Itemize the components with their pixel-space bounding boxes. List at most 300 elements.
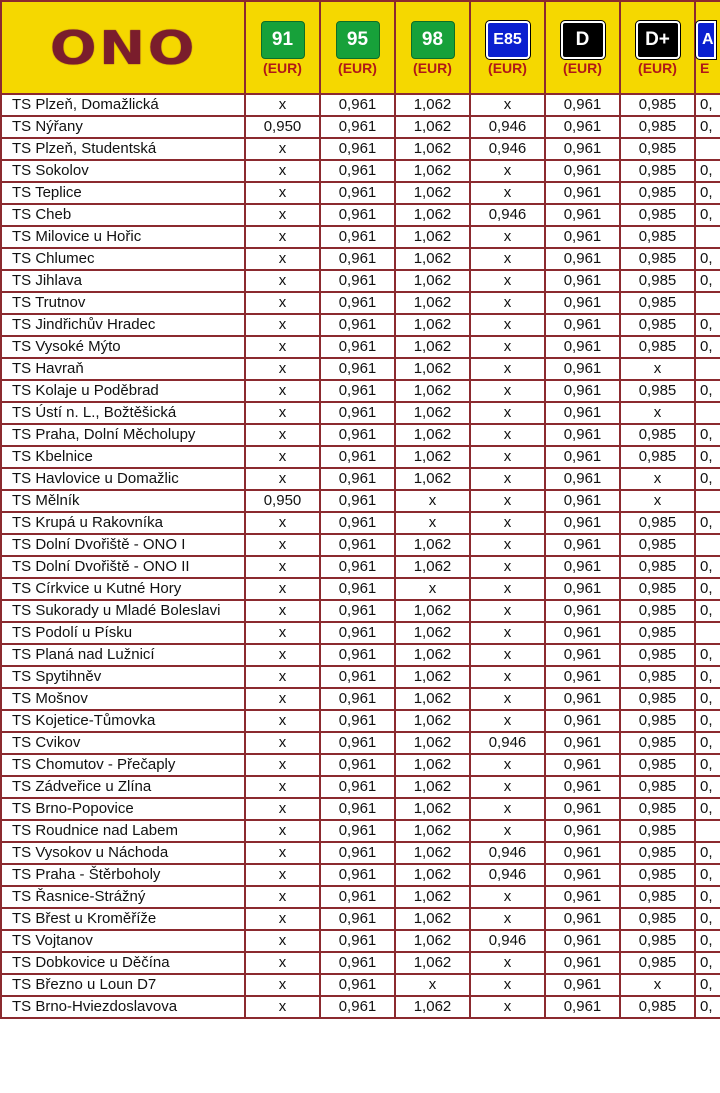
table-row <box>1 358 720 380</box>
price-cell: 0,961 <box>320 424 395 446</box>
table-row <box>1 644 720 666</box>
station-name: TS Kojetice-Tůmovka <box>1 710 245 732</box>
price-cell <box>695 138 720 160</box>
price-cell: 1,062 <box>395 292 470 314</box>
price-cell: x <box>395 512 470 534</box>
station-name: TS Zádveřice u Zlína <box>1 776 245 798</box>
price-cell: 0, <box>695 556 720 578</box>
unit-label: (EUR) <box>638 59 677 76</box>
price-cell: x <box>245 138 320 160</box>
table-row <box>1 116 720 138</box>
price-cell: 0, <box>695 776 720 798</box>
price-cell: 0,985 <box>620 160 695 182</box>
price-cell: 0, <box>695 512 720 534</box>
table-row <box>1 600 720 622</box>
price-cell: x <box>470 556 545 578</box>
price-cell: 0,985 <box>620 270 695 292</box>
price-cell: 0,985 <box>620 226 695 248</box>
table-row <box>1 710 720 732</box>
price-cell: 0,961 <box>320 358 395 380</box>
price-cell: 1,062 <box>395 908 470 930</box>
price-cell: 0,961 <box>545 776 620 798</box>
price-cell: 0,961 <box>320 380 395 402</box>
price-cell: 1,062 <box>395 644 470 666</box>
price-cell: x <box>395 974 470 996</box>
price-cell: x <box>620 468 695 490</box>
station-name: TS Ústí n. L., Božtěšická <box>1 402 245 424</box>
price-cell: 0,985 <box>620 446 695 468</box>
col-header-a-partial <box>695 1 720 94</box>
price-cell: 0,985 <box>620 710 695 732</box>
price-cell: 0,961 <box>320 798 395 820</box>
price-cell: 0,961 <box>320 94 395 116</box>
unit-label: (EUR) <box>338 59 377 76</box>
price-cell: x <box>620 490 695 512</box>
price-cell: 0, <box>695 94 720 116</box>
price-cell: x <box>245 292 320 314</box>
price-cell: x <box>470 776 545 798</box>
price-cell: x <box>620 402 695 424</box>
fuel-badge-d-plus: D+ <box>636 21 680 59</box>
price-cell: 0,961 <box>320 402 395 424</box>
price-cell: 1,062 <box>395 380 470 402</box>
table-row <box>1 688 720 710</box>
price-cell: x <box>245 776 320 798</box>
fuel-badge-95: 95 <box>336 21 380 59</box>
price-cell: x <box>245 886 320 908</box>
price-cell: 0,985 <box>620 204 695 226</box>
station-name: TS Praha, Dolní Měcholupy <box>1 424 245 446</box>
price-cell: 0,985 <box>620 314 695 336</box>
price-cell: x <box>245 622 320 644</box>
price-cell: 0,985 <box>620 732 695 754</box>
price-cell: x <box>245 204 320 226</box>
station-name: TS Roudnice nad Labem <box>1 820 245 842</box>
price-cell <box>695 292 720 314</box>
price-cell: 1,062 <box>395 996 470 1018</box>
col-header-98 <box>395 1 470 94</box>
price-cell: 1,062 <box>395 622 470 644</box>
table-row <box>1 930 720 952</box>
price-cell: 0,985 <box>620 666 695 688</box>
table-header <box>1 1 720 94</box>
price-cell: 0,961 <box>320 710 395 732</box>
price-cell: x <box>470 336 545 358</box>
price-cell: 0,961 <box>545 754 620 776</box>
price-cell: 1,062 <box>395 952 470 974</box>
station-name: TS Brno-Popovice <box>1 798 245 820</box>
price-cell: 0,946 <box>470 864 545 886</box>
price-cell: x <box>470 666 545 688</box>
price-cell <box>695 490 720 512</box>
price-cell: x <box>470 798 545 820</box>
price-cell: 0,961 <box>320 248 395 270</box>
price-cell: 0,961 <box>320 952 395 974</box>
price-cell <box>695 226 720 248</box>
price-cell: 0,961 <box>545 182 620 204</box>
price-cell: 0,985 <box>620 622 695 644</box>
price-cell: 0, <box>695 710 720 732</box>
price-cell: x <box>620 358 695 380</box>
price-cell: 0,961 <box>545 314 620 336</box>
price-cell: x <box>470 182 545 204</box>
price-cell: x <box>470 974 545 996</box>
price-cell: 0,961 <box>320 864 395 886</box>
table-row <box>1 160 720 182</box>
price-cell: x <box>470 886 545 908</box>
station-name: TS Vojtanov <box>1 930 245 952</box>
price-cell <box>695 534 720 556</box>
price-cell: x <box>395 578 470 600</box>
station-name: TS Chomutov - Přečaply <box>1 754 245 776</box>
price-cell: 0,985 <box>620 248 695 270</box>
table-row <box>1 578 720 600</box>
price-cell: 0, <box>695 270 720 292</box>
price-cell: 0,961 <box>320 226 395 248</box>
price-cell: 0, <box>695 732 720 754</box>
price-cell: 0,961 <box>545 534 620 556</box>
price-cell: x <box>470 820 545 842</box>
station-name: TS Nýřany <box>1 116 245 138</box>
station-name: TS Březno u Loun D7 <box>1 974 245 996</box>
price-cell: x <box>245 842 320 864</box>
price-cell: 1,062 <box>395 776 470 798</box>
station-name: TS Plzeň, Studentská <box>1 138 245 160</box>
price-cell: 0,985 <box>620 94 695 116</box>
table-row <box>1 446 720 468</box>
station-name: TS Podolí u Písku <box>1 622 245 644</box>
unit-label: (EUR) <box>413 59 452 76</box>
price-cell: 1,062 <box>395 160 470 182</box>
price-cell: 0,961 <box>545 468 620 490</box>
fuel-badge-e85: E85 <box>486 21 530 59</box>
price-cell: 0,961 <box>545 864 620 886</box>
price-cell: x <box>470 94 545 116</box>
price-cell: 0,961 <box>545 160 620 182</box>
price-cell: x <box>470 248 545 270</box>
price-cell <box>695 358 720 380</box>
price-cell: 1,062 <box>395 754 470 776</box>
price-cell: x <box>470 952 545 974</box>
table-row <box>1 886 720 908</box>
price-cell: 0, <box>695 468 720 490</box>
station-name: TS Milovice u Hořic <box>1 226 245 248</box>
price-cell: 0,950 <box>245 490 320 512</box>
price-cell: 0, <box>695 204 720 226</box>
price-cell: 0,961 <box>545 226 620 248</box>
price-cell: 0,961 <box>545 732 620 754</box>
table-body <box>1 94 720 1018</box>
col-header-95 <box>320 1 395 94</box>
price-cell: x <box>245 974 320 996</box>
price-cell: 0,946 <box>470 732 545 754</box>
price-cell: x <box>245 512 320 534</box>
price-cell: 1,062 <box>395 930 470 952</box>
price-cell: 0,961 <box>545 666 620 688</box>
price-cell: 1,062 <box>395 270 470 292</box>
price-cell: 0,961 <box>545 336 620 358</box>
fuel-badge-a: A <box>696 21 716 59</box>
station-name: TS Dolní Dvořiště - ONO I <box>1 534 245 556</box>
table-row <box>1 798 720 820</box>
table-row <box>1 952 720 974</box>
price-cell: 0,961 <box>545 644 620 666</box>
price-cell: 0,985 <box>620 996 695 1018</box>
price-cell: 0,961 <box>320 996 395 1018</box>
price-cell: 0, <box>695 842 720 864</box>
price-cell: 1,062 <box>395 864 470 886</box>
price-cell: 0,961 <box>545 512 620 534</box>
price-cell: x <box>245 908 320 930</box>
price-cell: 0, <box>695 116 720 138</box>
price-cell: 0,961 <box>320 292 395 314</box>
station-name: TS Vysokov u Náchoda <box>1 842 245 864</box>
price-cell: 0,946 <box>470 930 545 952</box>
table-row <box>1 512 720 534</box>
price-cell: 0, <box>695 248 720 270</box>
price-cell: x <box>470 468 545 490</box>
price-cell: 0, <box>695 930 720 952</box>
fuel-badge-d: D <box>561 21 605 59</box>
price-cell: 0,961 <box>320 512 395 534</box>
station-name: TS Plzeň, Domažlická <box>1 94 245 116</box>
price-cell: 0,961 <box>545 930 620 952</box>
table-row <box>1 204 720 226</box>
price-cell: 1,062 <box>395 94 470 116</box>
col-header-e85 <box>470 1 545 94</box>
price-cell: 0,961 <box>320 732 395 754</box>
price-cell: x <box>245 182 320 204</box>
table-row <box>1 270 720 292</box>
table-row <box>1 182 720 204</box>
price-cell: x <box>245 94 320 116</box>
price-cell: 1,062 <box>395 336 470 358</box>
price-cell: x <box>245 798 320 820</box>
price-cell: x <box>470 644 545 666</box>
price-cell: 0,985 <box>620 424 695 446</box>
station-name: TS Havraň <box>1 358 245 380</box>
price-cell: 0, <box>695 336 720 358</box>
price-cell: 0,961 <box>545 138 620 160</box>
logo-cell <box>1 1 245 94</box>
price-cell: 0,961 <box>545 798 620 820</box>
price-cell: 0,961 <box>545 358 620 380</box>
price-cell: 0,946 <box>470 116 545 138</box>
price-cell: x <box>470 160 545 182</box>
price-cell: 0,961 <box>320 688 395 710</box>
price-cell <box>695 622 720 644</box>
table-row <box>1 402 720 424</box>
station-name: TS Brno-Hviezdoslavova <box>1 996 245 1018</box>
price-cell: x <box>245 710 320 732</box>
table-row <box>1 864 720 886</box>
price-cell: 0,950 <box>245 116 320 138</box>
station-name: TS Planá nad Lužnicí <box>1 644 245 666</box>
table-row <box>1 138 720 160</box>
price-cell: 1,062 <box>395 248 470 270</box>
price-cell: 0,961 <box>545 424 620 446</box>
station-name: TS Sukorady u Mladé Boleslavi <box>1 600 245 622</box>
price-cell: 0,961 <box>545 886 620 908</box>
fuel-badge-91: 91 <box>261 21 305 59</box>
price-cell: x <box>245 666 320 688</box>
price-cell: x <box>470 446 545 468</box>
price-cell: x <box>245 600 320 622</box>
price-cell: 0,961 <box>320 622 395 644</box>
station-name: TS Kolaje u Poděbrad <box>1 380 245 402</box>
price-cell: 0,961 <box>320 204 395 226</box>
price-cell: x <box>470 600 545 622</box>
price-cell: 0,961 <box>545 446 620 468</box>
price-cell: 0,961 <box>320 182 395 204</box>
price-cell: 0,985 <box>620 886 695 908</box>
price-cell: 0,985 <box>620 336 695 358</box>
price-cell: 0,961 <box>545 116 620 138</box>
price-cell: 0, <box>695 666 720 688</box>
station-name: TS Cheb <box>1 204 245 226</box>
price-cell: x <box>620 974 695 996</box>
price-cell: 0,961 <box>320 600 395 622</box>
table-row <box>1 732 720 754</box>
table-row <box>1 754 720 776</box>
price-cell: x <box>245 402 320 424</box>
price-cell: 1,062 <box>395 534 470 556</box>
unit-label: (EUR) <box>563 59 602 76</box>
price-cell: x <box>470 358 545 380</box>
price-cell: x <box>245 930 320 952</box>
price-cell: 1,062 <box>395 842 470 864</box>
price-cell: 0,961 <box>545 600 620 622</box>
price-cell: 0,961 <box>320 842 395 864</box>
price-cell: 0,961 <box>545 204 620 226</box>
price-cell: x <box>470 226 545 248</box>
price-cell: 0, <box>695 864 720 886</box>
table-row <box>1 292 720 314</box>
price-cell: 0,985 <box>620 798 695 820</box>
unit-label: E <box>700 59 710 76</box>
price-cell: 0,985 <box>620 534 695 556</box>
price-cell: 1,062 <box>395 710 470 732</box>
price-cell: 0,961 <box>545 710 620 732</box>
price-cell: 0, <box>695 446 720 468</box>
price-cell: x <box>470 512 545 534</box>
price-cell: 0, <box>695 974 720 996</box>
price-cell: 0, <box>695 952 720 974</box>
price-cell: 0, <box>695 160 720 182</box>
price-cell: 0, <box>695 600 720 622</box>
price-cell: 1,062 <box>395 886 470 908</box>
table-row <box>1 622 720 644</box>
station-name: TS Jihlava <box>1 270 245 292</box>
price-cell: 0, <box>695 424 720 446</box>
price-cell: x <box>470 710 545 732</box>
table-row <box>1 336 720 358</box>
price-cell: 0,961 <box>545 688 620 710</box>
price-cell: 0,961 <box>545 842 620 864</box>
price-cell: 0,985 <box>620 600 695 622</box>
price-cell: 0,985 <box>620 578 695 600</box>
price-cell <box>695 820 720 842</box>
table-row <box>1 974 720 996</box>
station-name: TS Krupá u Rakovníka <box>1 512 245 534</box>
station-name: TS Církvice u Kutné Hory <box>1 578 245 600</box>
price-cell: 0,985 <box>620 952 695 974</box>
price-cell: 1,062 <box>395 666 470 688</box>
table-row <box>1 534 720 556</box>
price-cell: 0,961 <box>320 930 395 952</box>
price-cell: x <box>245 820 320 842</box>
table-row <box>1 776 720 798</box>
price-cell: 0,961 <box>320 666 395 688</box>
price-cell: 1,062 <box>395 204 470 226</box>
price-cell: 0,985 <box>620 138 695 160</box>
price-cell: 0, <box>695 754 720 776</box>
price-cell: x <box>470 622 545 644</box>
price-cell: x <box>245 336 320 358</box>
price-cell: x <box>245 226 320 248</box>
price-cell: x <box>470 754 545 776</box>
price-cell: 0,961 <box>545 248 620 270</box>
col-header-91 <box>245 1 320 94</box>
price-cell: x <box>245 160 320 182</box>
price-cell: 1,062 <box>395 226 470 248</box>
price-cell: x <box>470 996 545 1018</box>
price-cell: x <box>245 644 320 666</box>
price-cell: 0,961 <box>320 754 395 776</box>
price-cell: 0,985 <box>620 182 695 204</box>
price-cell: 0,961 <box>320 776 395 798</box>
price-cell: 0,961 <box>320 908 395 930</box>
price-cell: x <box>470 908 545 930</box>
price-cell: 1,062 <box>395 182 470 204</box>
price-cell: x <box>245 688 320 710</box>
table-row <box>1 468 720 490</box>
price-cell: x <box>470 314 545 336</box>
price-cell: x <box>245 314 320 336</box>
price-cell: x <box>245 248 320 270</box>
price-cell: 1,062 <box>395 138 470 160</box>
price-cell: x <box>470 424 545 446</box>
price-cell: x <box>470 270 545 292</box>
price-cell: 0,985 <box>620 930 695 952</box>
price-cell: 0,985 <box>620 908 695 930</box>
price-cell: 0, <box>695 578 720 600</box>
price-cell: 0,985 <box>620 776 695 798</box>
price-cell: 0,961 <box>545 578 620 600</box>
price-cell: 0,985 <box>620 380 695 402</box>
price-cell: 0, <box>695 314 720 336</box>
price-cell: 0, <box>695 688 720 710</box>
price-cell: 1,062 <box>395 688 470 710</box>
table-row <box>1 248 720 270</box>
col-header-d-plus <box>620 1 695 94</box>
price-cell: x <box>470 534 545 556</box>
price-cell: 0,961 <box>545 974 620 996</box>
price-cell: 1,062 <box>395 468 470 490</box>
price-cell: x <box>245 358 320 380</box>
price-cell: x <box>470 578 545 600</box>
price-cell: x <box>245 534 320 556</box>
price-cell: 0,946 <box>470 842 545 864</box>
station-name: TS Dolní Dvořiště - ONO II <box>1 556 245 578</box>
table-row <box>1 226 720 248</box>
price-cell: 0,946 <box>470 138 545 160</box>
price-cell: 0,961 <box>320 160 395 182</box>
price-cell: 0,985 <box>620 688 695 710</box>
price-cell: x <box>245 468 320 490</box>
table-row <box>1 424 720 446</box>
station-name: TS Břest u Kroměříže <box>1 908 245 930</box>
